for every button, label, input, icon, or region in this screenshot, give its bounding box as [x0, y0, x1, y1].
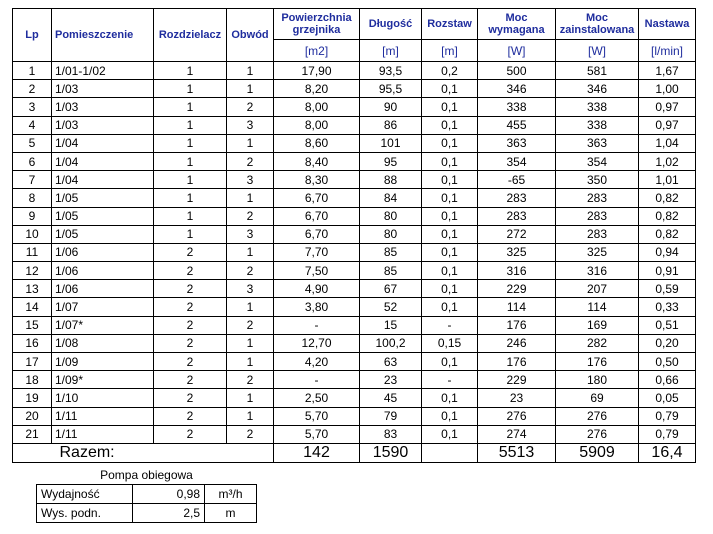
totals-label: Razem:	[52, 443, 274, 462]
cell-length: 63	[360, 353, 422, 371]
cell-spacing: 0,1	[422, 425, 478, 443]
cell-manifold: 1	[154, 225, 227, 243]
cell-spacing: -	[422, 316, 478, 334]
cell-power-required: 283	[478, 207, 556, 225]
cell-setting: 0,82	[639, 189, 696, 207]
cell-spacing: 0,1	[422, 134, 478, 152]
cell-spacing: 0,1	[422, 262, 478, 280]
table-row	[13, 389, 696, 407]
cell-lp: 4	[13, 116, 52, 134]
unit-area: [m2]	[274, 40, 360, 62]
cell-power-required: 283	[478, 189, 556, 207]
cell-spacing: 0,1	[422, 407, 478, 425]
cell-manifold: 2	[154, 334, 227, 352]
cell-spacing: 0,1	[422, 353, 478, 371]
cell-power-installed: 176	[556, 353, 639, 371]
cell-spacing: 0,1	[422, 225, 478, 243]
cell-room: 1/03	[52, 116, 154, 134]
unit-power-required: [W]	[478, 40, 556, 62]
cell-spacing: 0,1	[422, 116, 478, 134]
total-spacing	[422, 443, 478, 462]
col-header-length: Długość	[360, 9, 422, 40]
cell-room: 1/03	[52, 80, 154, 98]
cell-spacing: 0,1	[422, 80, 478, 98]
cell-circuit: 3	[227, 225, 274, 243]
cell-lp: 7	[13, 171, 52, 189]
cell-setting: 0,94	[639, 243, 696, 261]
cell-circuit: 1	[227, 189, 274, 207]
cell-power-installed: 354	[556, 152, 639, 170]
cell-length: 79	[360, 407, 422, 425]
cell-power-installed: 276	[556, 407, 639, 425]
cell-length: 90	[360, 98, 422, 116]
table-row	[13, 407, 696, 425]
cell-circuit: 2	[227, 425, 274, 443]
cell-circuit: 2	[227, 316, 274, 334]
cell-room: 1/04	[52, 152, 154, 170]
cell-length: 101	[360, 134, 422, 152]
totals-spacer	[13, 443, 52, 462]
cell-power-installed: 180	[556, 371, 639, 389]
cell-manifold: 1	[154, 62, 227, 80]
heating-circuits-table	[12, 8, 696, 463]
cell-power-installed: 346	[556, 80, 639, 98]
cell-lp: 13	[13, 280, 52, 298]
col-header-setting: Nastawa	[639, 9, 696, 40]
cell-room: 1/10	[52, 389, 154, 407]
cell-power-required: 229	[478, 371, 556, 389]
cell-spacing: 0,1	[422, 389, 478, 407]
cell-setting: 0,66	[639, 371, 696, 389]
cell-power-required: 346	[478, 80, 556, 98]
cell-room: 1/01-1/02	[52, 62, 154, 80]
cell-room: 1/06	[52, 280, 154, 298]
table-row	[13, 80, 696, 98]
cell-circuit: 2	[227, 98, 274, 116]
cell-lp: 6	[13, 152, 52, 170]
pump-flow-label: Wydajność	[37, 485, 133, 504]
cell-power-installed: 276	[556, 425, 639, 443]
cell-power-installed: 169	[556, 316, 639, 334]
unit-spacing: [m]	[422, 40, 478, 62]
cell-circuit: 2	[227, 152, 274, 170]
cell-power-installed: 316	[556, 262, 639, 280]
cell-length: 45	[360, 389, 422, 407]
cell-length: 85	[360, 262, 422, 280]
cell-manifold: 2	[154, 389, 227, 407]
cell-circuit: 1	[227, 407, 274, 425]
cell-area: -	[274, 371, 360, 389]
cell-setting: 1,00	[639, 80, 696, 98]
cell-circuit: 3	[227, 171, 274, 189]
cell-power-required: 229	[478, 280, 556, 298]
cell-manifold: 2	[154, 316, 227, 334]
cell-setting: 0,33	[639, 298, 696, 316]
cell-lp: 18	[13, 371, 52, 389]
col-header-area: Powierzchnia grzejnika	[274, 9, 360, 40]
col-header-power-installed: Moc zainstalowana	[556, 9, 639, 40]
cell-lp: 17	[13, 353, 52, 371]
cell-manifold: 2	[154, 280, 227, 298]
cell-power-installed: 283	[556, 225, 639, 243]
cell-area: 6,70	[274, 225, 360, 243]
cell-area: 2,50	[274, 389, 360, 407]
cell-area: 5,70	[274, 425, 360, 443]
cell-length: 52	[360, 298, 422, 316]
cell-power-required: 246	[478, 334, 556, 352]
cell-power-installed: 114	[556, 298, 639, 316]
cell-spacing: 0,2	[422, 62, 478, 80]
table-row	[13, 334, 696, 352]
cell-circuit: 1	[227, 243, 274, 261]
cell-manifold: 1	[154, 116, 227, 134]
cell-length: 93,5	[360, 62, 422, 80]
cell-manifold: 2	[154, 298, 227, 316]
cell-setting: 1,01	[639, 171, 696, 189]
table-row	[13, 152, 696, 170]
cell-circuit: 1	[227, 62, 274, 80]
col-header-room: Pomieszczenie	[52, 9, 154, 62]
cell-manifold: 1	[154, 80, 227, 98]
cell-power-installed: 363	[556, 134, 639, 152]
cell-lp: 12	[13, 262, 52, 280]
total-power-installed: 5909	[556, 443, 639, 462]
cell-length: 80	[360, 207, 422, 225]
cell-power-installed: 283	[556, 189, 639, 207]
cell-manifold: 2	[154, 262, 227, 280]
cell-area: 8,60	[274, 134, 360, 152]
cell-area: 12,70	[274, 334, 360, 352]
cell-circuit: 2	[227, 262, 274, 280]
cell-setting: 0,79	[639, 407, 696, 425]
cell-manifold: 1	[154, 171, 227, 189]
cell-room: 1/09	[52, 353, 154, 371]
cell-setting: 0,20	[639, 334, 696, 352]
cell-setting: 0,97	[639, 98, 696, 116]
cell-area: -	[274, 316, 360, 334]
pump-head-unit: m	[205, 504, 257, 523]
col-header-lp: Lp	[13, 9, 52, 62]
cell-power-installed: 325	[556, 243, 639, 261]
cell-manifold: 1	[154, 207, 227, 225]
cell-lp: 16	[13, 334, 52, 352]
pump-title: Pompa obiegowa	[100, 468, 193, 482]
table-row	[13, 62, 696, 80]
cell-setting: 0,82	[639, 207, 696, 225]
cell-power-installed: 581	[556, 62, 639, 80]
cell-circuit: 3	[227, 116, 274, 134]
total-length: 1590	[360, 443, 422, 462]
cell-room: 1/06	[52, 262, 154, 280]
cell-setting: 0,79	[639, 425, 696, 443]
cell-room: 1/11	[52, 425, 154, 443]
cell-power-required: 176	[478, 316, 556, 334]
cell-area: 17,90	[274, 62, 360, 80]
cell-lp: 11	[13, 243, 52, 261]
cell-lp: 1	[13, 62, 52, 80]
cell-length: 86	[360, 116, 422, 134]
pump-table	[36, 466, 257, 523]
cell-length: 67	[360, 280, 422, 298]
cell-room: 1/05	[52, 225, 154, 243]
cell-spacing: 0,1	[422, 98, 478, 116]
table-row	[13, 171, 696, 189]
col-header-manifold: Rozdzielacz	[154, 9, 227, 62]
cell-spacing: 0,1	[422, 298, 478, 316]
table-row	[13, 225, 696, 243]
cell-area: 8,00	[274, 116, 360, 134]
cell-length: 95,5	[360, 80, 422, 98]
cell-setting: 0,97	[639, 116, 696, 134]
cell-setting: 0,50	[639, 353, 696, 371]
cell-area: 7,50	[274, 262, 360, 280]
cell-room: 1/09*	[52, 371, 154, 389]
cell-circuit: 3	[227, 280, 274, 298]
spreadsheet	[12, 8, 696, 463]
cell-lp: 8	[13, 189, 52, 207]
cell-lp: 20	[13, 407, 52, 425]
cell-length: 95	[360, 152, 422, 170]
cell-room: 1/08	[52, 334, 154, 352]
cell-power-required: -65	[478, 171, 556, 189]
pump-head-value: 2,5	[133, 504, 205, 523]
cell-power-installed: 338	[556, 98, 639, 116]
cell-area: 8,30	[274, 171, 360, 189]
cell-length: 84	[360, 189, 422, 207]
cell-area: 8,20	[274, 80, 360, 98]
cell-spacing: 0,1	[422, 189, 478, 207]
pump-flow-value: 0,98	[133, 485, 205, 504]
cell-power-required: 276	[478, 407, 556, 425]
cell-power-required: 325	[478, 243, 556, 261]
cell-spacing: 0,1	[422, 207, 478, 225]
cell-length: 88	[360, 171, 422, 189]
table-row	[13, 425, 696, 443]
cell-area: 6,70	[274, 189, 360, 207]
cell-setting: 0,05	[639, 389, 696, 407]
cell-setting: 0,51	[639, 316, 696, 334]
table-row	[13, 116, 696, 134]
cell-circuit: 2	[227, 207, 274, 225]
cell-manifold: 1	[154, 152, 227, 170]
cell-spacing: 0,1	[422, 171, 478, 189]
cell-room: 1/05	[52, 207, 154, 225]
cell-circuit: 1	[227, 298, 274, 316]
cell-length: 80	[360, 225, 422, 243]
cell-room: 1/11	[52, 407, 154, 425]
cell-length: 15	[360, 316, 422, 334]
cell-manifold: 1	[154, 98, 227, 116]
cell-circuit: 1	[227, 334, 274, 352]
table-row	[13, 189, 696, 207]
cell-room: 1/06	[52, 243, 154, 261]
cell-circuit: 1	[227, 80, 274, 98]
cell-spacing: 0,1	[422, 152, 478, 170]
cell-power-required: 316	[478, 262, 556, 280]
cell-power-required: 363	[478, 134, 556, 152]
cell-lp: 3	[13, 98, 52, 116]
cell-manifold: 2	[154, 425, 227, 443]
cell-length: 23	[360, 371, 422, 389]
cell-power-required: 23	[478, 389, 556, 407]
cell-power-required: 455	[478, 116, 556, 134]
col-header-circuit: Obwód	[227, 9, 274, 62]
col-header-power-required: Moc wymagana	[478, 9, 556, 40]
cell-length: 85	[360, 243, 422, 261]
table-row	[13, 98, 696, 116]
cell-room: 1/04	[52, 171, 154, 189]
table-row	[13, 316, 696, 334]
cell-setting: 0,91	[639, 262, 696, 280]
col-header-spacing: Rozstaw	[422, 9, 478, 40]
cell-power-required: 338	[478, 98, 556, 116]
cell-lp: 10	[13, 225, 52, 243]
cell-power-installed: 282	[556, 334, 639, 352]
total-area: 142	[274, 443, 360, 462]
cell-circuit: 1	[227, 134, 274, 152]
cell-circuit: 1	[227, 353, 274, 371]
cell-spacing: -	[422, 371, 478, 389]
unit-setting: [l/min]	[639, 40, 696, 62]
cell-power-installed: 350	[556, 171, 639, 189]
cell-lp: 15	[13, 316, 52, 334]
cell-area: 3,80	[274, 298, 360, 316]
cell-area: 5,70	[274, 407, 360, 425]
table-row	[13, 243, 696, 261]
cell-power-installed: 283	[556, 207, 639, 225]
unit-length: [m]	[360, 40, 422, 62]
cell-setting: 1,67	[639, 62, 696, 80]
cell-manifold: 1	[154, 134, 227, 152]
cell-lp: 2	[13, 80, 52, 98]
table-row	[13, 134, 696, 152]
cell-length: 100,2	[360, 334, 422, 352]
table-row	[13, 298, 696, 316]
cell-lp: 14	[13, 298, 52, 316]
cell-manifold: 2	[154, 353, 227, 371]
pump-head-label: Wys. podn.	[37, 504, 133, 523]
cell-power-installed: 69	[556, 389, 639, 407]
pump-flow-unit: m³/h	[205, 485, 257, 504]
cell-lp: 21	[13, 425, 52, 443]
total-setting: 16,4	[639, 443, 696, 462]
table-row	[13, 371, 696, 389]
cell-power-installed: 338	[556, 116, 639, 134]
cell-setting: 1,02	[639, 152, 696, 170]
cell-setting: 1,04	[639, 134, 696, 152]
cell-room: 1/03	[52, 98, 154, 116]
table-row	[13, 280, 696, 298]
cell-lp: 19	[13, 389, 52, 407]
cell-manifold: 2	[154, 371, 227, 389]
cell-power-required: 272	[478, 225, 556, 243]
cell-spacing: 0,15	[422, 334, 478, 352]
cell-power-required: 354	[478, 152, 556, 170]
cell-power-required: 114	[478, 298, 556, 316]
unit-power-installed: [W]	[556, 40, 639, 62]
cell-room: 1/07	[52, 298, 154, 316]
cell-power-required: 500	[478, 62, 556, 80]
cell-power-required: 274	[478, 425, 556, 443]
cell-length: 83	[360, 425, 422, 443]
cell-area: 8,40	[274, 152, 360, 170]
cell-power-installed: 207	[556, 280, 639, 298]
cell-area: 7,70	[274, 243, 360, 261]
cell-area: 8,00	[274, 98, 360, 116]
cell-manifold: 2	[154, 407, 227, 425]
cell-power-required: 176	[478, 353, 556, 371]
cell-manifold: 2	[154, 243, 227, 261]
cell-area: 4,20	[274, 353, 360, 371]
cell-area: 4,90	[274, 280, 360, 298]
table-row	[13, 353, 696, 371]
cell-circuit: 1	[227, 389, 274, 407]
cell-room: 1/07*	[52, 316, 154, 334]
cell-lp: 5	[13, 134, 52, 152]
cell-room: 1/04	[52, 134, 154, 152]
cell-lp: 9	[13, 207, 52, 225]
total-power-required: 5513	[478, 443, 556, 462]
cell-spacing: 0,1	[422, 243, 478, 261]
cell-spacing: 0,1	[422, 280, 478, 298]
cell-setting: 0,59	[639, 280, 696, 298]
cell-manifold: 1	[154, 189, 227, 207]
cell-setting: 0,82	[639, 225, 696, 243]
table-row	[13, 207, 696, 225]
table-row	[13, 262, 696, 280]
cell-room: 1/05	[52, 189, 154, 207]
cell-circuit: 2	[227, 371, 274, 389]
cell-area: 6,70	[274, 207, 360, 225]
